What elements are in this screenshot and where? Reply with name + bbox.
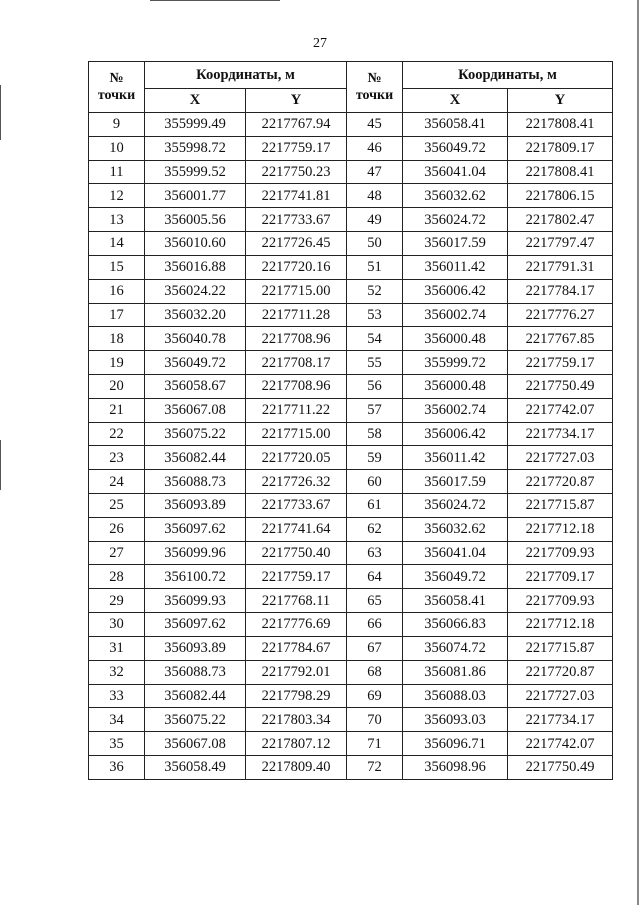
x-left-cell: 356058.49 [145, 755, 246, 779]
y-right-cell: 2217709.17 [508, 565, 613, 589]
table-row [89, 208, 613, 232]
point-number-left-cell: 34 [89, 708, 145, 732]
point-number-left-cell: 18 [89, 327, 145, 351]
y-right-cell: 2217776.27 [508, 303, 613, 327]
point-number-left-cell: 14 [89, 232, 145, 256]
table-row [89, 708, 613, 732]
y-right-cell: 2217709.93 [508, 589, 613, 613]
x-right-cell: 356041.04 [403, 160, 508, 184]
x-right-cell: 356002.74 [403, 303, 508, 327]
point-number-header-left [89, 62, 145, 113]
x-left-cell: 356088.73 [145, 470, 246, 494]
y-left-cell: 2217733.67 [246, 494, 347, 518]
x-right-cell: 355999.72 [403, 351, 508, 375]
x-left-cell: 356097.62 [145, 613, 246, 637]
point-number-left-cell: 9 [89, 113, 145, 137]
x-right-cell: 356000.48 [403, 327, 508, 351]
table-row [89, 470, 613, 494]
x-left-cell: 356082.44 [145, 684, 246, 708]
point-number-right-cell: 48 [347, 184, 403, 208]
point-number-left-cell: 26 [89, 517, 145, 541]
table-row [89, 351, 613, 375]
table-body [89, 113, 613, 780]
point-number-right-cell: 49 [347, 208, 403, 232]
point-number-right-cell: 62 [347, 517, 403, 541]
y-left-cell: 2217759.17 [246, 565, 347, 589]
point-number-right-cell: 72 [347, 755, 403, 779]
number-sign: № [367, 71, 382, 86]
page-number: 27 [313, 36, 327, 51]
x-right-cell: 356011.42 [403, 446, 508, 470]
x-left-cell: 356040.78 [145, 327, 246, 351]
x-right-cell: 356017.59 [403, 232, 508, 256]
y-right-cell: 2217727.03 [508, 684, 613, 708]
x-right-cell: 356032.62 [403, 517, 508, 541]
x-right-cell: 356098.96 [403, 755, 508, 779]
x-left-cell: 356099.93 [145, 589, 246, 613]
y-left-cell: 2217715.00 [246, 422, 347, 446]
y-left-cell: 2217715.00 [246, 279, 347, 303]
y-left-cell: 2217776.69 [246, 613, 347, 637]
point-number-right-cell: 51 [347, 255, 403, 279]
x-right-cell: 356058.41 [403, 113, 508, 137]
y-right-cell: 2217808.41 [508, 113, 613, 137]
point-number-left-cell: 29 [89, 589, 145, 613]
y-right-cell: 2217797.47 [508, 232, 613, 256]
point-number-left-cell: 17 [89, 303, 145, 327]
table-row [89, 184, 613, 208]
x-left-cell: 356024.22 [145, 279, 246, 303]
y-right-cell: 2217734.17 [508, 708, 613, 732]
y-right-cell: 2217742.07 [508, 732, 613, 756]
y-left-cell: 2217708.96 [246, 374, 347, 398]
point-number-right-cell: 52 [347, 279, 403, 303]
y-left-cell: 2217726.45 [246, 232, 347, 256]
table-row [89, 732, 613, 756]
table-row [89, 422, 613, 446]
point-number-right-cell: 66 [347, 613, 403, 637]
point-number-left-cell: 35 [89, 732, 145, 756]
point-number-left-cell: 11 [89, 160, 145, 184]
table-row [89, 517, 613, 541]
x-left-cell: 356075.22 [145, 422, 246, 446]
y-left-cell: 2217798.29 [246, 684, 347, 708]
point-number-left-cell: 22 [89, 422, 145, 446]
x-right-cell: 356024.72 [403, 208, 508, 232]
point-number-left-cell: 16 [89, 279, 145, 303]
y-right-cell: 2217712.18 [508, 613, 613, 637]
x-right-cell: 356017.59 [403, 470, 508, 494]
y-right-cell: 2217784.17 [508, 279, 613, 303]
y-left-cell: 2217807.12 [246, 732, 347, 756]
x-right-cell: 356074.72 [403, 636, 508, 660]
y-left-cell: 2217711.22 [246, 398, 347, 422]
point-number-left-cell: 10 [89, 136, 145, 160]
y-header-left: Y [246, 89, 347, 113]
point-number-right-cell: 50 [347, 232, 403, 256]
table-row [89, 541, 613, 565]
y-right-cell: 2217808.41 [508, 160, 613, 184]
table-row [89, 374, 613, 398]
point-number-right-cell: 60 [347, 470, 403, 494]
x-right-cell: 356024.72 [403, 494, 508, 518]
x-header-right: X [403, 89, 508, 113]
y-left-cell: 2217711.28 [246, 303, 347, 327]
y-left-cell: 2217733.67 [246, 208, 347, 232]
x-left-cell: 356058.67 [145, 374, 246, 398]
point-number-right-cell: 64 [347, 565, 403, 589]
y-left-cell: 2217720.16 [246, 255, 347, 279]
table-row [89, 684, 613, 708]
x-right-cell: 356066.83 [403, 613, 508, 637]
y-header-right: Y [508, 89, 613, 113]
table-row [89, 494, 613, 518]
point-number-left-cell: 36 [89, 755, 145, 779]
x-left-cell: 356067.08 [145, 732, 246, 756]
x-right-cell: 356096.71 [403, 732, 508, 756]
point-number-right-cell: 70 [347, 708, 403, 732]
point-number-right-cell: 53 [347, 303, 403, 327]
y-left-cell: 2217767.94 [246, 113, 347, 137]
point-number-left-cell: 28 [89, 565, 145, 589]
point-number-left-cell: 15 [89, 255, 145, 279]
point-number-right-cell: 65 [347, 589, 403, 613]
y-left-cell: 2217784.67 [246, 636, 347, 660]
point-number-left-cell: 13 [89, 208, 145, 232]
x-right-cell: 356006.42 [403, 422, 508, 446]
scan-edge-mark-right [637, 0, 639, 905]
point-number-left-cell: 23 [89, 446, 145, 470]
table-row [89, 446, 613, 470]
table-row [89, 303, 613, 327]
y-left-cell: 2217741.64 [246, 517, 347, 541]
y-right-cell: 2217734.17 [508, 422, 613, 446]
table-row [89, 660, 613, 684]
x-right-cell: 356002.74 [403, 398, 508, 422]
x-left-cell: 356100.72 [145, 565, 246, 589]
x-left-cell: 356088.73 [145, 660, 246, 684]
y-left-cell: 2217750.23 [246, 160, 347, 184]
point-number-right-cell: 68 [347, 660, 403, 684]
x-left-cell: 355998.72 [145, 136, 246, 160]
table-row [89, 232, 613, 256]
table-row [89, 136, 613, 160]
point-number-left-cell: 32 [89, 660, 145, 684]
x-right-cell: 356088.03 [403, 684, 508, 708]
point-number-right-cell: 46 [347, 136, 403, 160]
y-right-cell: 2217742.07 [508, 398, 613, 422]
y-left-cell: 2217720.05 [246, 446, 347, 470]
y-right-cell: 2217759.17 [508, 351, 613, 375]
point-number-left-cell: 20 [89, 374, 145, 398]
point-number-left-cell: 27 [89, 541, 145, 565]
x-left-cell: 356001.77 [145, 184, 246, 208]
table-row [89, 589, 613, 613]
point-number-left-cell: 19 [89, 351, 145, 375]
x-left-cell: 356099.96 [145, 541, 246, 565]
x-left-cell: 356093.89 [145, 494, 246, 518]
y-left-cell: 2217708.17 [246, 351, 347, 375]
y-right-cell: 2217802.47 [508, 208, 613, 232]
table-row [89, 636, 613, 660]
point-word: точки [355, 88, 394, 103]
point-number-right-cell: 67 [347, 636, 403, 660]
point-number-header-right [347, 62, 403, 113]
x-right-cell: 356006.42 [403, 279, 508, 303]
table-row [89, 398, 613, 422]
x-left-cell: 356097.62 [145, 517, 246, 541]
point-number-right-cell: 47 [347, 160, 403, 184]
x-right-cell: 356049.72 [403, 136, 508, 160]
y-right-cell: 2217720.87 [508, 470, 613, 494]
y-right-cell: 2217806.15 [508, 184, 613, 208]
y-left-cell: 2217809.40 [246, 755, 347, 779]
y-right-cell: 2217712.18 [508, 517, 613, 541]
y-right-cell: 2217750.49 [508, 374, 613, 398]
x-left-cell: 356005.56 [145, 208, 246, 232]
y-right-cell: 2217809.17 [508, 136, 613, 160]
y-right-cell: 2217750.49 [508, 755, 613, 779]
table-row [89, 255, 613, 279]
y-right-cell: 2217727.03 [508, 446, 613, 470]
x-right-cell: 356093.03 [403, 708, 508, 732]
y-left-cell: 2217741.81 [246, 184, 347, 208]
y-left-cell: 2217750.40 [246, 541, 347, 565]
point-number-left-cell: 30 [89, 613, 145, 637]
x-right-cell: 356011.42 [403, 255, 508, 279]
point-number-right-cell: 59 [347, 446, 403, 470]
x-left-cell: 356032.20 [145, 303, 246, 327]
y-right-cell: 2217767.85 [508, 327, 613, 351]
table-row [89, 279, 613, 303]
table-row [89, 755, 613, 779]
coordinates-table [88, 61, 613, 780]
y-left-cell: 2217768.11 [246, 589, 347, 613]
point-number-right-cell: 45 [347, 113, 403, 137]
y-left-cell: 2217726.32 [246, 470, 347, 494]
x-left-cell: 356016.88 [145, 255, 246, 279]
x-right-cell: 356000.48 [403, 374, 508, 398]
y-left-cell: 2217759.17 [246, 136, 347, 160]
point-number-right-cell: 55 [347, 351, 403, 375]
point-number-right-cell: 58 [347, 422, 403, 446]
x-left-cell: 356093.89 [145, 636, 246, 660]
scan-edge-mark-left-1 [0, 85, 1, 140]
coordinates-header-right: Координаты, м [403, 62, 613, 89]
number-sign: № [109, 71, 124, 86]
table-row [89, 327, 613, 351]
point-word: точки [97, 88, 136, 103]
point-number-left-cell: 21 [89, 398, 145, 422]
table-row [89, 565, 613, 589]
point-number-right-cell: 54 [347, 327, 403, 351]
coordinates-header-left: Координаты, м [145, 62, 347, 89]
y-right-cell: 2217715.87 [508, 494, 613, 518]
x-left-cell: 355999.49 [145, 113, 246, 137]
point-number-left-cell: 24 [89, 470, 145, 494]
point-number-right-cell: 57 [347, 398, 403, 422]
y-right-cell: 2217720.87 [508, 660, 613, 684]
point-number-right-cell: 61 [347, 494, 403, 518]
scan-edge-mark-top [150, 0, 280, 1]
point-number-left-cell: 31 [89, 636, 145, 660]
point-number-right-cell: 69 [347, 684, 403, 708]
table-row [89, 613, 613, 637]
y-left-cell: 2217803.34 [246, 708, 347, 732]
x-left-cell: 355999.52 [145, 160, 246, 184]
point-number-right-cell: 71 [347, 732, 403, 756]
table-row [89, 160, 613, 184]
x-left-cell: 356067.08 [145, 398, 246, 422]
x-right-cell: 356041.04 [403, 541, 508, 565]
scan-edge-mark-left-2 [0, 440, 1, 490]
x-left-cell: 356010.60 [145, 232, 246, 256]
point-number-left-cell: 12 [89, 184, 145, 208]
x-left-cell: 356049.72 [145, 351, 246, 375]
y-right-cell: 2217791.31 [508, 255, 613, 279]
y-left-cell: 2217708.96 [246, 327, 347, 351]
x-left-cell: 356075.22 [145, 708, 246, 732]
x-right-cell: 356032.62 [403, 184, 508, 208]
table-row [89, 113, 613, 137]
x-right-cell: 356049.72 [403, 565, 508, 589]
y-right-cell: 2217709.93 [508, 541, 613, 565]
point-number-left-cell: 33 [89, 684, 145, 708]
y-left-cell: 2217792.01 [246, 660, 347, 684]
x-left-cell: 356082.44 [145, 446, 246, 470]
point-number-right-cell: 63 [347, 541, 403, 565]
point-number-right-cell: 56 [347, 374, 403, 398]
point-number-left-cell: 25 [89, 494, 145, 518]
x-right-cell: 356081.86 [403, 660, 508, 684]
x-header-left: X [145, 89, 246, 113]
y-right-cell: 2217715.87 [508, 636, 613, 660]
x-right-cell: 356058.41 [403, 589, 508, 613]
